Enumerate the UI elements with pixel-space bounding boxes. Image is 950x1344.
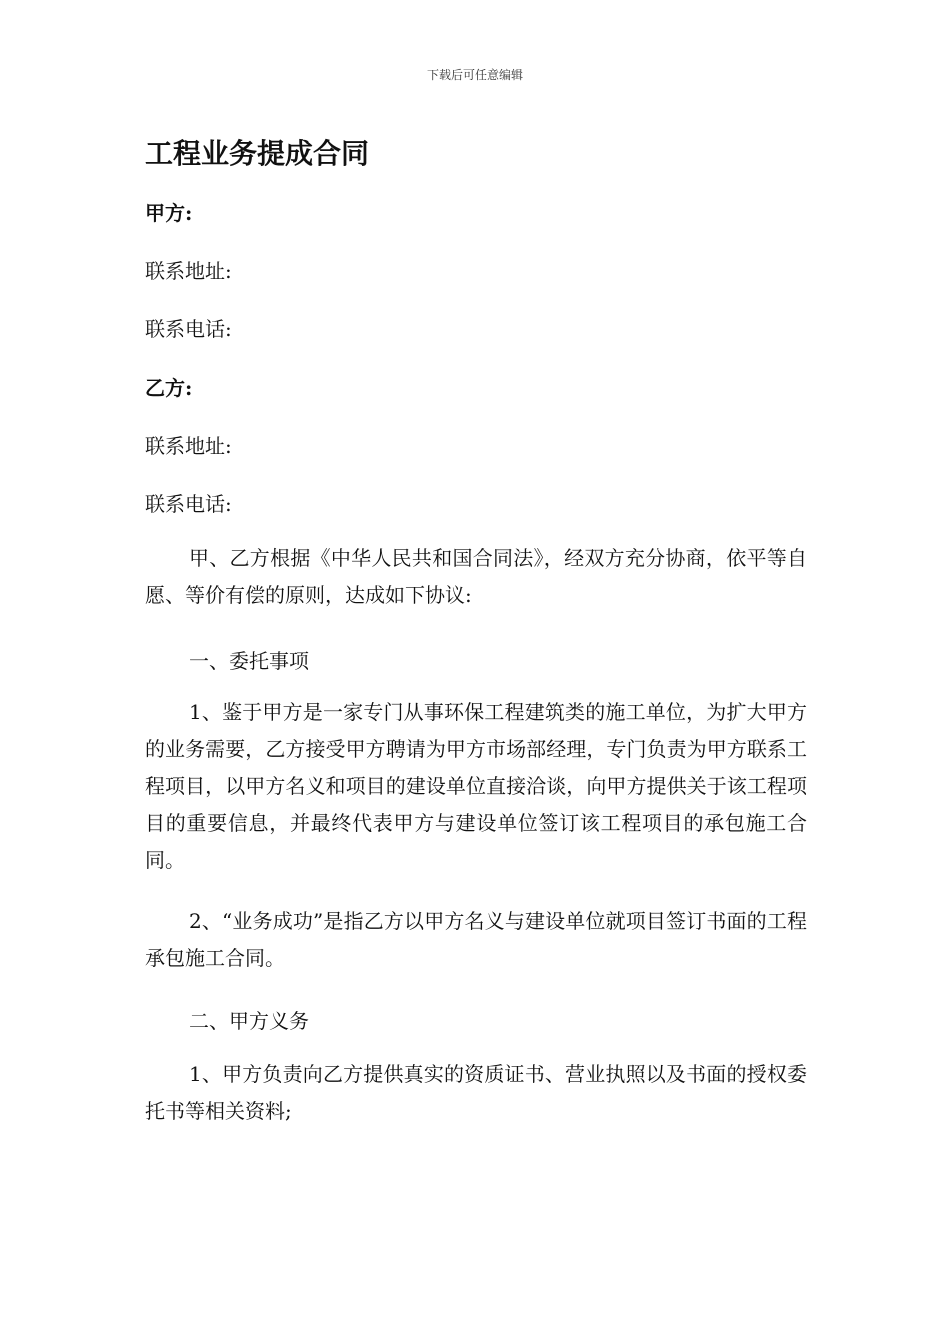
- party-a-label: 甲方:: [145, 201, 193, 225]
- header-note: 下载后可任意编辑: [426, 68, 523, 82]
- section-1-item-1: 1、鉴于甲方是一家专门从事环保工程建筑类的施工单位，为扩大甲方的业务需要，乙方接受甲方聘请为甲方市场部经理，专门负责为甲方联系工程项目，以甲方名义和项目的建设单位直接洽谈，向甲方提供关于该工程项目的重要信息，并最终代表甲方与建设单位签订该工程项目的承包施工合同。: [145, 700, 807, 872]
- party-a-address-label: 联系地址:: [145, 259, 232, 283]
- section-2-heading: 二、甲方义务: [189, 1009, 309, 1033]
- section-2-item-1: 1、甲方负责向乙方提供真实的资质证书、营业执照以及书面的授权委托书等相关资料;: [145, 1062, 807, 1123]
- party-b-address-label: 联系地址:: [145, 434, 232, 458]
- section-1-heading: 一、委托事项: [189, 649, 309, 673]
- party-b-label: 乙方:: [145, 376, 193, 400]
- document-title: 工程业务提成合同: [145, 137, 370, 170]
- party-a-phone-label: 联系电话:: [145, 317, 232, 341]
- section-1-item-2: 2、“业务成功”是指乙方以甲方名义与建设单位就项目签订书面的工程承包施工合同。: [145, 909, 807, 970]
- party-b-phone-label: 联系电话:: [145, 492, 232, 516]
- intro-paragraph: 甲、乙方根据《中华人民共和国合同法》，经双方充分协商，依平等自愿、等价有偿的原则，达成如下协议:: [145, 546, 807, 607]
